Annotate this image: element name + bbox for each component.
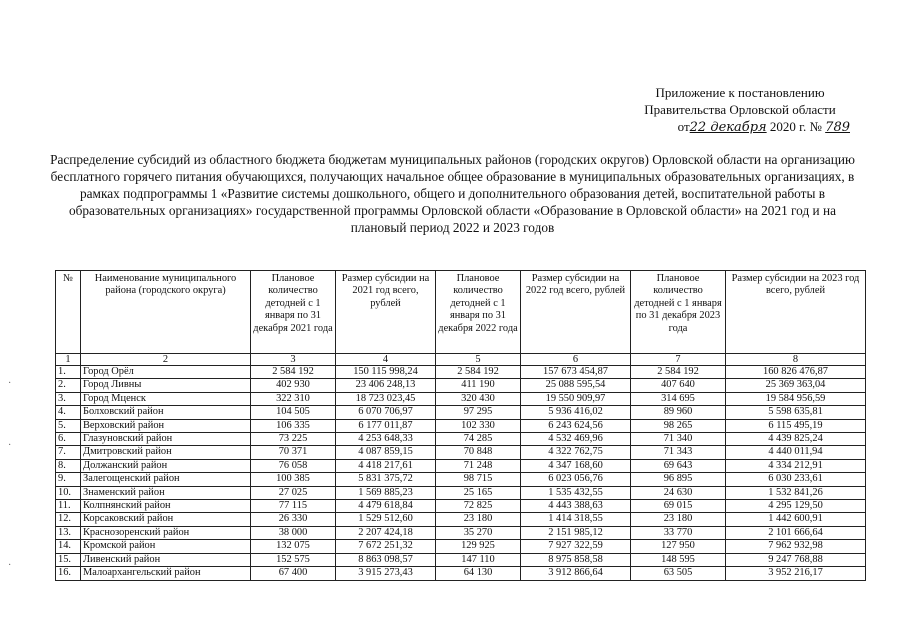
table-cell: Город Мценск — [81, 392, 251, 405]
table-cell: 6 023 056,76 — [521, 473, 631, 486]
table-cell: 69 643 — [631, 459, 726, 472]
table-cell: 5 831 375,72 — [336, 473, 436, 486]
table-cell: 4. — [56, 406, 81, 419]
table-cell: 6 243 624,56 — [521, 419, 631, 432]
table-cell: Дмитровский район — [81, 446, 251, 459]
table-cell: 9. — [56, 473, 81, 486]
handwritten-number: 789 — [825, 120, 850, 135]
table-cell: 2. — [56, 379, 81, 392]
table-cell: 98 265 — [631, 419, 726, 432]
table-cell: 407 640 — [631, 379, 726, 392]
appendix-line-3 — [620, 118, 860, 136]
column-header: Плановое количество детодней с 1 января по 31 декабря 2023 года — [631, 271, 726, 354]
table-row — [56, 567, 866, 580]
table-cell: 98 715 — [436, 473, 521, 486]
table-cell: 150 115 998,24 — [336, 366, 436, 379]
table-cell: 14. — [56, 540, 81, 553]
table-cell: 8. — [56, 459, 81, 472]
document-title: Распределение субсидий из областного бюджета бюджетам муниципальных районов (городских округов) Орловской области на организацию бесплатного горячего питания обучающихся, получающих начальное общее образование в муниципальных образовательных организациях, в рамках подпрограммы 1 «Развитие системы дошкольного, общего и дополнительного образования детей, воспитательной работы в образовательных организациях» государственной программы Орловской области «Образование в Орловской области» на 2021 год и на плановый период 2022 и 2023 годов — [50, 152, 855, 235]
handwritten-date: 22 декабря — [689, 120, 767, 135]
table-cell: Корсаковский район — [81, 513, 251, 526]
table-cell: 18 723 023,45 — [336, 392, 436, 405]
table-cell: 5 936 416,02 — [521, 406, 631, 419]
table-cell: 4 253 648,33 — [336, 433, 436, 446]
column-header: Плановое количество детодней с 1 января по 31 декабря 2021 года — [251, 271, 336, 354]
table-cell: 3 952 216,17 — [726, 567, 866, 580]
table-cell: 1 414 318,55 — [521, 513, 631, 526]
table-cell: 23 180 — [436, 513, 521, 526]
table-body — [56, 366, 866, 581]
table-cell: 74 285 — [436, 433, 521, 446]
table-row — [56, 446, 866, 459]
table-cell: 9 247 768,88 — [726, 553, 866, 566]
table-cell: 4 334 212,91 — [726, 459, 866, 472]
table-cell: 72 825 — [436, 500, 521, 513]
table-cell: Знаменский район — [81, 486, 251, 499]
table-row — [56, 473, 866, 486]
table-cell: 64 130 — [436, 567, 521, 580]
table-row — [56, 459, 866, 472]
column-number: 4 — [336, 354, 436, 366]
table-cell: Колпнянский район — [81, 500, 251, 513]
table-cell: 38 000 — [251, 526, 336, 539]
table-cell: 314 695 — [631, 392, 726, 405]
column-header: Размер субсидии на 2022 год всего, рублей — [521, 271, 631, 354]
column-header: Размер субсидии на 2021 год всего, рублей — [336, 271, 436, 354]
table-cell: 24 630 — [631, 486, 726, 499]
table-cell: 2 584 192 — [436, 366, 521, 379]
column-number: 5 — [436, 354, 521, 366]
column-number: 3 — [251, 354, 336, 366]
table-cell: 6 030 233,61 — [726, 473, 866, 486]
table-cell: 76 058 — [251, 459, 336, 472]
appendix-block — [620, 84, 860, 136]
table-cell: 3 912 866,64 — [521, 567, 631, 580]
table-cell: 12. — [56, 513, 81, 526]
table-cell: 2 151 985,12 — [521, 526, 631, 539]
table-cell: 13. — [56, 526, 81, 539]
table-row — [56, 433, 866, 446]
table-header-row — [56, 271, 866, 354]
table-cell: 89 960 — [631, 406, 726, 419]
table-cell: 2 584 192 — [631, 366, 726, 379]
column-number: 1 — [56, 354, 81, 366]
table-cell: 4 532 469,96 — [521, 433, 631, 446]
table-cell: 4 347 168,60 — [521, 459, 631, 472]
table-cell: 8 863 098,57 — [336, 553, 436, 566]
table-cell: 6 115 495,19 — [726, 419, 866, 432]
table-cell: 4 439 825,24 — [726, 433, 866, 446]
table-cell: Залегощенский район — [81, 473, 251, 486]
table-cell: 1 535 432,55 — [521, 486, 631, 499]
table-cell: Малоархангельский район — [81, 567, 251, 580]
table-cell: 16. — [56, 567, 81, 580]
table-cell: 157 673 454,87 — [521, 366, 631, 379]
table-cell: 8 975 858,58 — [521, 553, 631, 566]
table-cell: 402 930 — [251, 379, 336, 392]
table-cell: 77 115 — [251, 500, 336, 513]
table-cell: 1. — [56, 366, 81, 379]
table-row — [56, 540, 866, 553]
table-cell: 411 190 — [436, 379, 521, 392]
table-cell: 152 575 — [251, 553, 336, 566]
table-cell: 4 440 011,94 — [726, 446, 866, 459]
table-cell: Глазуновский район — [81, 433, 251, 446]
table-cell: 63 505 — [631, 567, 726, 580]
table-cell: 4 443 388,63 — [521, 500, 631, 513]
table-cell: 33 770 — [631, 526, 726, 539]
table-cell: 71 248 — [436, 459, 521, 472]
table-cell: 147 110 — [436, 553, 521, 566]
table-cell: 4 295 129,50 — [726, 500, 866, 513]
table-cell: 25 165 — [436, 486, 521, 499]
table-cell: Город Ливны — [81, 379, 251, 392]
table-cell: 3. — [56, 392, 81, 405]
column-header: Размер субсидии на 2023 год всего, рублей — [726, 271, 866, 354]
margin-dot: · — [8, 440, 12, 451]
column-number: 2 — [81, 354, 251, 366]
table-cell: 71 343 — [631, 446, 726, 459]
table-cell: 71 340 — [631, 433, 726, 446]
column-number: 6 — [521, 354, 631, 366]
table-row — [56, 366, 866, 379]
table-cell: 70 371 — [251, 446, 336, 459]
table-cell: 3 915 273,43 — [336, 567, 436, 580]
table-cell: 26 330 — [251, 513, 336, 526]
table-cell: 96 895 — [631, 473, 726, 486]
table-cell: Верховский район — [81, 419, 251, 432]
table-cell: 5. — [56, 419, 81, 432]
table-row — [56, 392, 866, 405]
table-cell: 11. — [56, 500, 81, 513]
subsidy-table — [55, 270, 866, 581]
table-cell: 2 101 666,64 — [726, 526, 866, 539]
table-cell: Болховский район — [81, 406, 251, 419]
column-header: Наименование муниципального района (городского округа) — [81, 271, 251, 354]
table-cell: 73 225 — [251, 433, 336, 446]
table-cell: 1 529 512,60 — [336, 513, 436, 526]
column-header: № — [56, 271, 81, 354]
table-row — [56, 500, 866, 513]
table-row — [56, 406, 866, 419]
table-cell: 5 598 635,81 — [726, 406, 866, 419]
margin-dot: · — [8, 560, 12, 571]
table-cell: 6. — [56, 433, 81, 446]
table-cell: Город Орёл — [81, 366, 251, 379]
table-cell: 6 177 011,87 — [336, 419, 436, 432]
table-cell: 97 295 — [436, 406, 521, 419]
appendix-line-2: Правительства Орловской области — [644, 102, 836, 117]
table-row — [56, 379, 866, 392]
table-cell: 7 672 251,32 — [336, 540, 436, 553]
table-row — [56, 526, 866, 539]
table-cell: 25 088 595,54 — [521, 379, 631, 392]
margin-dot: · — [8, 378, 12, 389]
table-cell: 4 322 762,75 — [521, 446, 631, 459]
column-number: 7 — [631, 354, 726, 366]
table-cell: 69 015 — [631, 500, 726, 513]
table-cell: 320 430 — [436, 392, 521, 405]
table-cell: 6 070 706,97 — [336, 406, 436, 419]
table-cell: Краснозоренский район — [81, 526, 251, 539]
table-cell: 322 310 — [251, 392, 336, 405]
table-cell: 70 848 — [436, 446, 521, 459]
table-cell: 148 595 — [631, 553, 726, 566]
table-cell: 10. — [56, 486, 81, 499]
table-row — [56, 553, 866, 566]
table-row — [56, 419, 866, 432]
table-cell: 1 532 841,26 — [726, 486, 866, 499]
column-header: Плановое количество детодней с 1 января по 31 декабря 2022 года — [436, 271, 521, 354]
table-cell: Кромской район — [81, 540, 251, 553]
table-cell: 19 584 956,59 — [726, 392, 866, 405]
table-cell: 25 369 363,04 — [726, 379, 866, 392]
table-cell: 127 950 — [631, 540, 726, 553]
table-cell: 7 927 322,59 — [521, 540, 631, 553]
table-cell: 132 075 — [251, 540, 336, 553]
table-cell: 19 550 909,97 — [521, 392, 631, 405]
table-cell: 4 418 217,61 — [336, 459, 436, 472]
table-cell: 7 962 932,98 — [726, 540, 866, 553]
table-cell: 23 180 — [631, 513, 726, 526]
column-number: 8 — [726, 354, 866, 366]
table-cell: 100 385 — [251, 473, 336, 486]
table-row — [56, 486, 866, 499]
table-cell: 160 826 476,87 — [726, 366, 866, 379]
table-cell: 7. — [56, 446, 81, 459]
table-cell: 102 330 — [436, 419, 521, 432]
appendix-date-prefix: от — [677, 119, 690, 134]
table-cell: 35 270 — [436, 526, 521, 539]
appendix-line-1: Приложение к постановлению — [655, 85, 825, 100]
table-cell: 67 400 — [251, 567, 336, 580]
table-cell: 129 925 — [436, 540, 521, 553]
table-row — [56, 513, 866, 526]
table-cell: 2 584 192 — [251, 366, 336, 379]
table-column-numbers-row — [56, 354, 866, 366]
table-cell: 1 569 885,23 — [336, 486, 436, 499]
table-cell: 27 025 — [251, 486, 336, 499]
table-cell: 2 207 424,18 — [336, 526, 436, 539]
appendix-year: 2020 г. № — [769, 119, 822, 134]
table-cell: 104 505 — [251, 406, 336, 419]
table-cell: 4 087 859,15 — [336, 446, 436, 459]
table-cell: 15. — [56, 553, 81, 566]
table-cell: Ливенский район — [81, 553, 251, 566]
table-cell: 4 479 618,84 — [336, 500, 436, 513]
table-cell: Должанский район — [81, 459, 251, 472]
table-cell: 106 335 — [251, 419, 336, 432]
table-cell: 1 442 600,91 — [726, 513, 866, 526]
table-cell: 23 406 248,13 — [336, 379, 436, 392]
